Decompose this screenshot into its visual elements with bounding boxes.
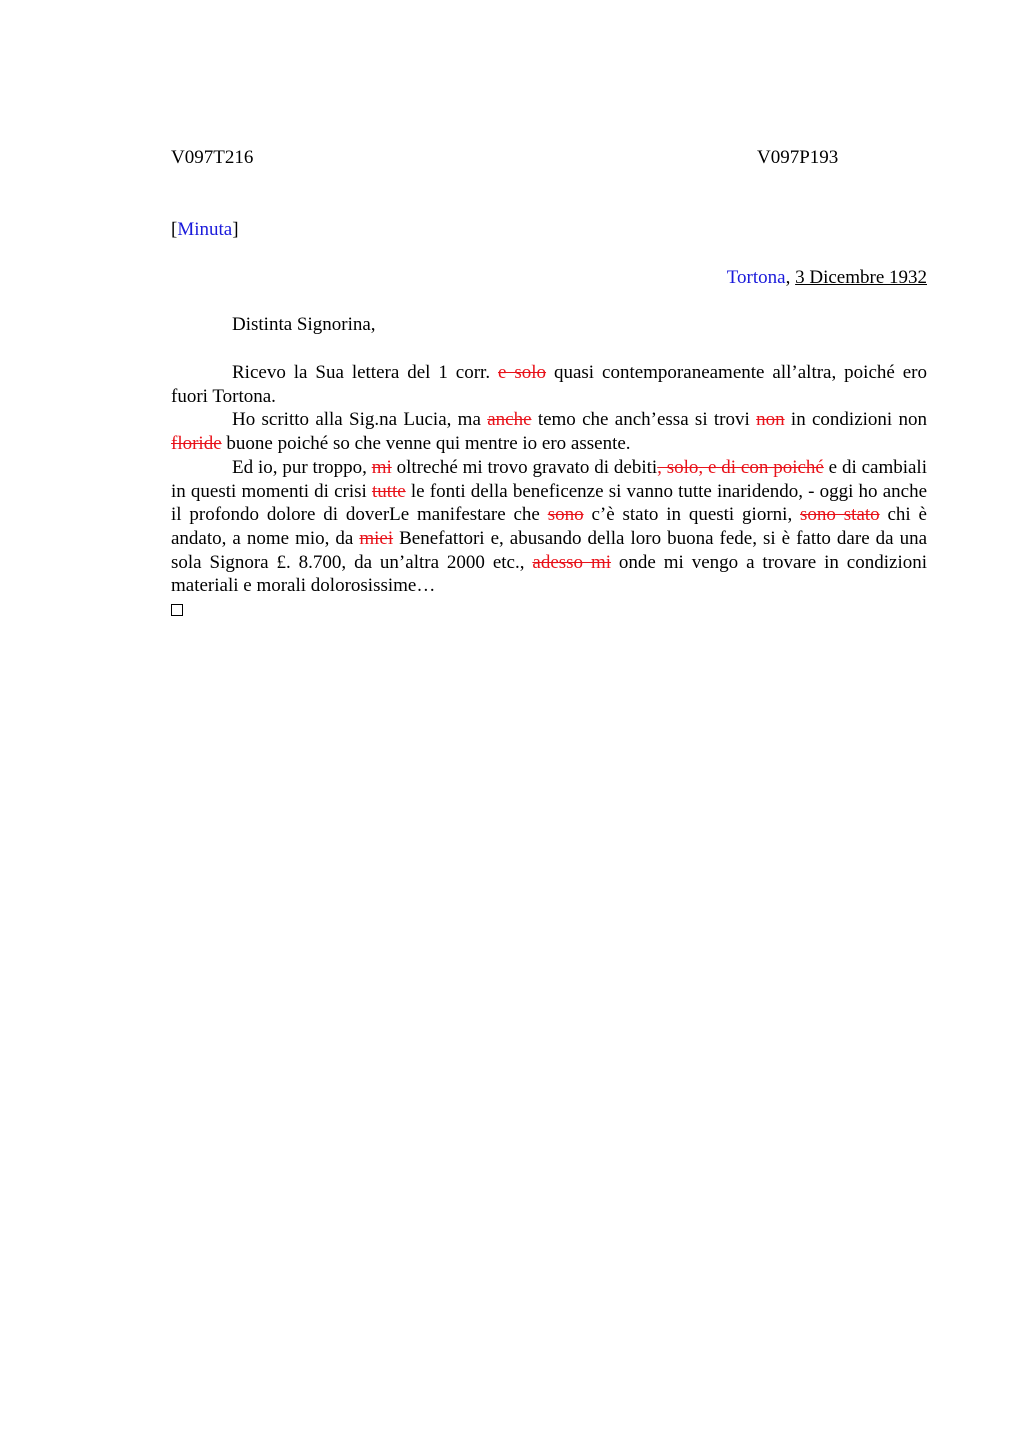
document-code-left: V097T216: [171, 147, 254, 168]
salutation: Distinta Signorina,: [232, 314, 376, 335]
deleted-text: e solo: [498, 362, 547, 383]
body-paragraph: [171, 408, 927, 455]
place-name: Tortona: [726, 267, 786, 288]
body-text-segment: in condizioni non: [784, 409, 928, 431]
body-paragraph: [171, 456, 927, 598]
body-text-segment: le fonti della beneficenze si vanno tutte inaridendo, - oggi ho anche il profondo dolore di doverLe manifestare che: [171, 480, 928, 526]
body-text-segment: Ed io, pur troppo,: [232, 456, 372, 478]
deleted-text: floride: [171, 433, 222, 455]
end-square-icon: [171, 604, 183, 616]
dateline: [727, 266, 927, 290]
deleted-text: anche: [487, 409, 532, 431]
letter-body: [171, 361, 927, 616]
body-text-segment: chi è andato, a nome mio, da: [171, 504, 927, 549]
body-paragraph: [171, 361, 927, 408]
bracket-open: [: [171, 219, 178, 240]
letter-page: [171, 0, 927, 1450]
paragraph-list: [171, 361, 927, 598]
deleted-text: mi: [371, 456, 392, 478]
minuta-label: [171, 218, 239, 242]
deleted-text: tutte: [371, 480, 406, 502]
document-code-right: V097P193: [757, 147, 839, 168]
body-text-segment: buone poiché so che venne qui mentre io ero assente.: [221, 433, 631, 455]
deleted-text: adesso mi: [532, 551, 612, 573]
body-text-segment: quasi contemporaneamente all’altra, poiché ero fuori Tortona.: [171, 362, 927, 407]
body-text-segment: oltreché mi trovo gravato di debiti: [391, 456, 658, 478]
body-text-segment: c’è stato in questi giorni,: [583, 504, 801, 526]
deleted-text: sono: [547, 504, 584, 526]
minuta-text: Minuta: [177, 219, 233, 240]
deleted-text: non: [756, 409, 785, 431]
body-text-segment: e di cambiali in questi momenti di crisi: [171, 456, 927, 502]
deleted-text: , solo, e di con poiché: [657, 456, 824, 478]
deleted-text: sono stato: [800, 504, 880, 526]
body-text-segment: temo che anch’essa si trovi: [531, 409, 757, 431]
dateline-separator: ,: [785, 267, 796, 288]
letter-date: 3 Dicembre 1932: [795, 267, 927, 288]
body-text-segment: Ho scritto alla Sig.na Lucia, ma: [232, 409, 488, 431]
body-text-segment: onde mi vengo a trovare in condizioni materiali e morali dolorosissime…: [171, 551, 928, 597]
body-text-segment: Benefattori e, abusando della loro buona fede, si è fatto dare da una sola Signora £. 8.700, da un’altra 2000 etc.,: [171, 527, 928, 573]
bracket-close: ]: [232, 219, 239, 240]
deleted-text: miei: [359, 527, 394, 549]
body-text-segment: Ricevo la Sua lettera del 1 corr.: [232, 362, 498, 383]
